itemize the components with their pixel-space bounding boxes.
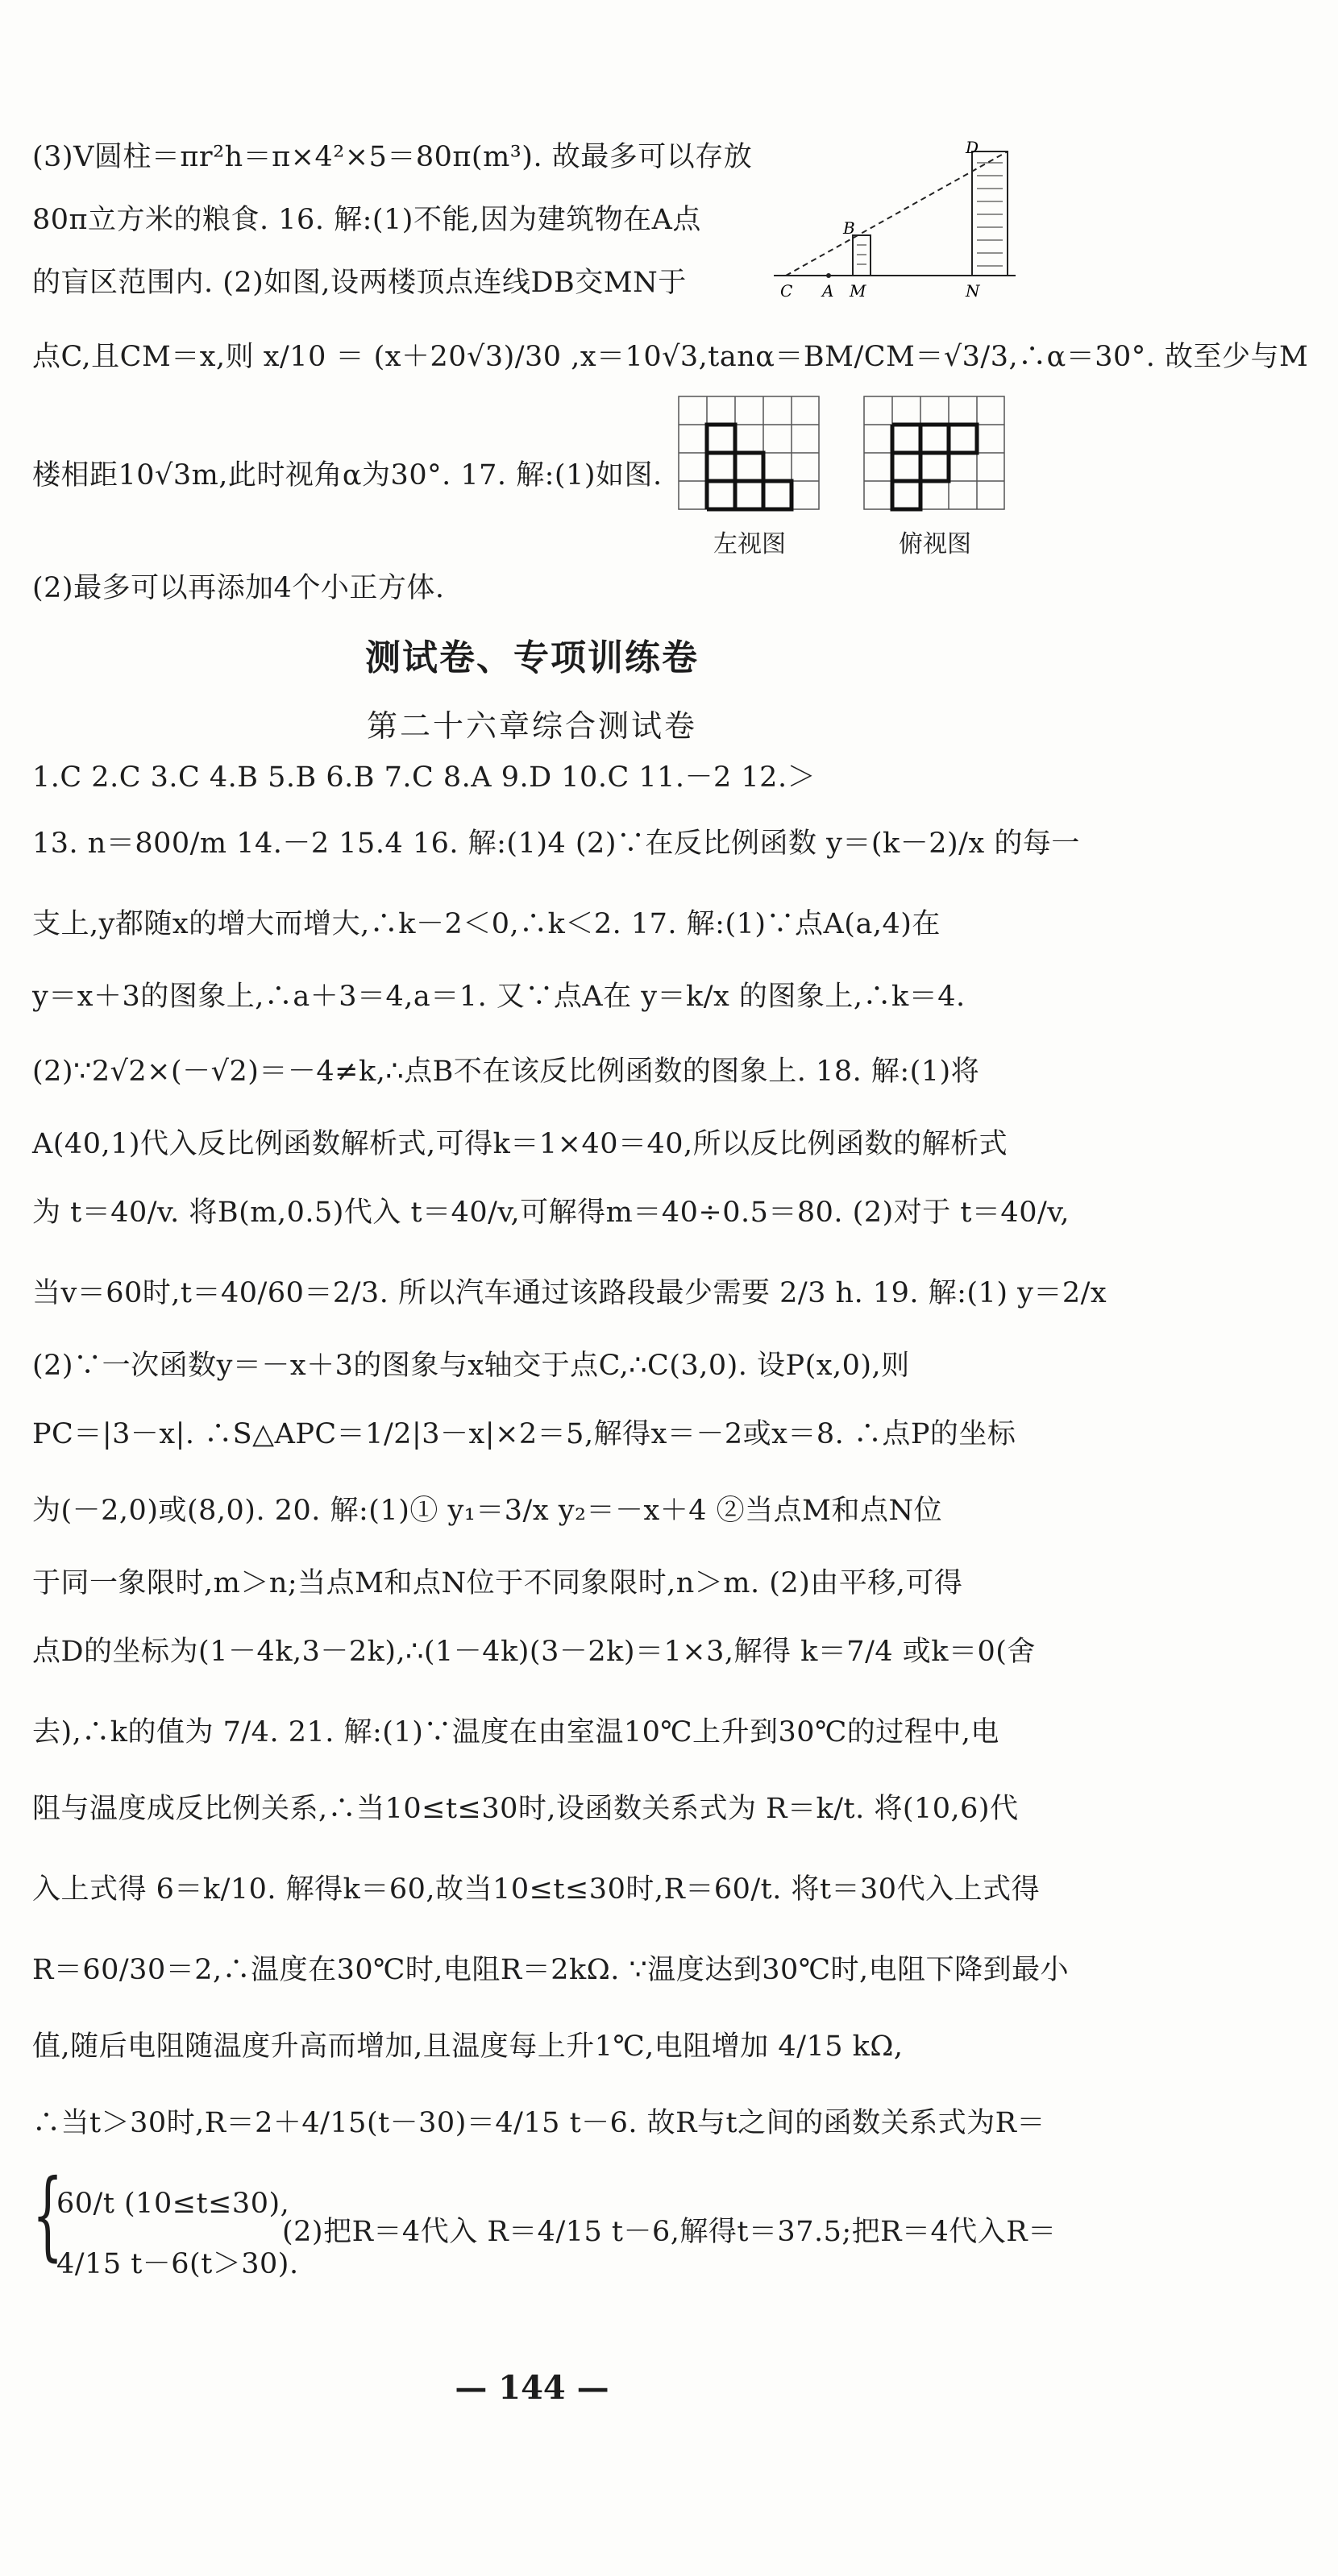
text-line: 阻与温度成反比例关系,∴当10≤t≤30时,设函数关系式为 R＝k/t. 将(10,6)代 bbox=[32, 1793, 1019, 1825]
text-line: 为(－2,0)或(8,0). 20. 解:(1)① y₁＝3/x y₂＝－x＋4 ②当点M和点N位 bbox=[32, 1495, 943, 1527]
label-C: C bbox=[780, 281, 793, 301]
top-view-label: 俯视图 bbox=[899, 530, 971, 558]
text-line: 当v＝60时,t＝40/60＝2/3. 所以汽车通过该路段最少需要 2/3 h. 19. 解:(1) y＝2/x bbox=[32, 1277, 1107, 1309]
piecewise-case-2: 4/15 t－6(t＞30). bbox=[56, 2248, 299, 2280]
piecewise-case-1: 60/t (10≤t≤30), bbox=[56, 2188, 290, 2220]
chapter-title: 第二十六章综合测试卷 bbox=[366, 708, 697, 744]
text-line: 值,随后电阻随温度升高而增加,且温度每上升1℃,电阻增加 4/15 kΩ, bbox=[32, 2031, 904, 2063]
text-line: (2)把R＝4代入 R＝4/15 t－6,解得t＝37.5;把R＝4代入R＝ bbox=[282, 2216, 1057, 2248]
page-number: — 144 — bbox=[455, 2369, 609, 2407]
label-B: B bbox=[843, 218, 855, 238]
label-A: A bbox=[822, 281, 834, 301]
text-line: y＝x＋3的图象上,∴a＋3＝4,a＝1. 又∵点A在 y＝k/x 的图象上,∴k＝4. bbox=[32, 981, 966, 1013]
left-view-grid bbox=[677, 395, 822, 516]
text-line: 点D的坐标为(1－4k,3－2k),∴(1－4k)(3－2k)＝1×3,解得 k＝7/4 或k＝0(舍 bbox=[32, 1636, 1036, 1668]
text-line: PC＝|3－x|. ∴S△APC＝1/2|3－x|×2＝5,解得x＝－2或x＝8. ∴点P的坐标 bbox=[32, 1418, 1016, 1450]
text-line: 入上式得 6＝k/10. 解得k＝60,故当10≤t≤30时,R＝60/t. 将t＝30代入上式得 bbox=[32, 1873, 1041, 1906]
text-line: 于同一象限时,m＞n;当点M和点N位于不同象限时,n＞m. (2)由平移,可得 bbox=[32, 1567, 963, 1599]
text-line: 支上,y都随x的增大而增大,∴k－2＜0,∴k＜2. 17. 解:(1)∵点A(a,4)在 bbox=[32, 908, 941, 940]
text-line: A(40,1)代入反比例函数解析式,可得k＝1×40＝40,所以反比例函数的解析式 bbox=[32, 1128, 1008, 1160]
text-line: 13. n＝800/m 14.－2 15.4 16. 解:(1)4 (2)∵在反比例函数 y＝(k－2)/x 的每一 bbox=[32, 828, 1080, 860]
text-line: 80π立方米的粮食. 16. 解:(1)不能,因为建筑物在A点 bbox=[32, 204, 701, 236]
text-line: 点C,且CM＝x,则 x/10 ＝ (x＋20√3)/30 ,x＝10√3,tanα＝BM/CM＝√3/3,∴α＝30°. 故至少与M bbox=[32, 341, 1309, 373]
text-line: 的盲区范围内. (2)如图,设两楼顶点连线DB交MN于 bbox=[32, 267, 687, 299]
text-line: 1.C 2.C 3.C 4.B 5.B 6.B 7.C 8.A 9.D 10.C 11.－2 12.＞ bbox=[32, 761, 817, 794]
text-line: ∴当t＞30时,R＝2＋4/15(t－30)＝4/15 t－6. 故R与t之间的函数关系式为R＝ bbox=[32, 2107, 1045, 2139]
top-view-grid bbox=[862, 395, 1008, 516]
section-title: 测试卷、专项训练卷 bbox=[365, 637, 699, 678]
text-line: (3)V圆柱＝πr²h＝π×4²×5＝80π(m³). 故最多可以存放 bbox=[32, 141, 753, 173]
text-line: 为 t＝40/v. 将B(m,0.5)代入 t＝40/v,可解得m＝40÷0.5＝80. (2)对于 t＝40/v, bbox=[32, 1197, 1070, 1229]
text-line: 去),∴k的值为 7/4. 21. 解:(1)∵温度在由室温10℃上升到30℃的过程中,电 bbox=[32, 1716, 999, 1748]
text-line: 楼相距10√3m,此时视角α为30°. 17. 解:(1)如图. bbox=[32, 459, 663, 492]
text-line: (2)最多可以再添加4个小正方体. bbox=[32, 572, 445, 604]
label-D: D bbox=[966, 138, 979, 157]
label-M: M bbox=[850, 281, 866, 301]
buildings-sightline-figure bbox=[766, 137, 1024, 306]
piecewise-brace: { bbox=[32, 2159, 64, 2271]
left-view-label: 左视图 bbox=[713, 530, 786, 558]
text-line: (2)∵一次函数y＝－x＋3的图象与x轴交于点C,∴C(3,0). 设P(x,0),则 bbox=[32, 1350, 910, 1382]
label-N: N bbox=[966, 281, 980, 301]
text-line: (2)∵2√2×(－√2)＝－4≠k,∴点B不在该反比例函数的图象上. 18. 解:(1)将 bbox=[32, 1056, 980, 1088]
text-line: R＝60/30＝2,∴温度在30℃时,电阻R＝2kΩ. ∵温度达到30℃时,电阻下降到最小 bbox=[32, 1954, 1070, 1986]
